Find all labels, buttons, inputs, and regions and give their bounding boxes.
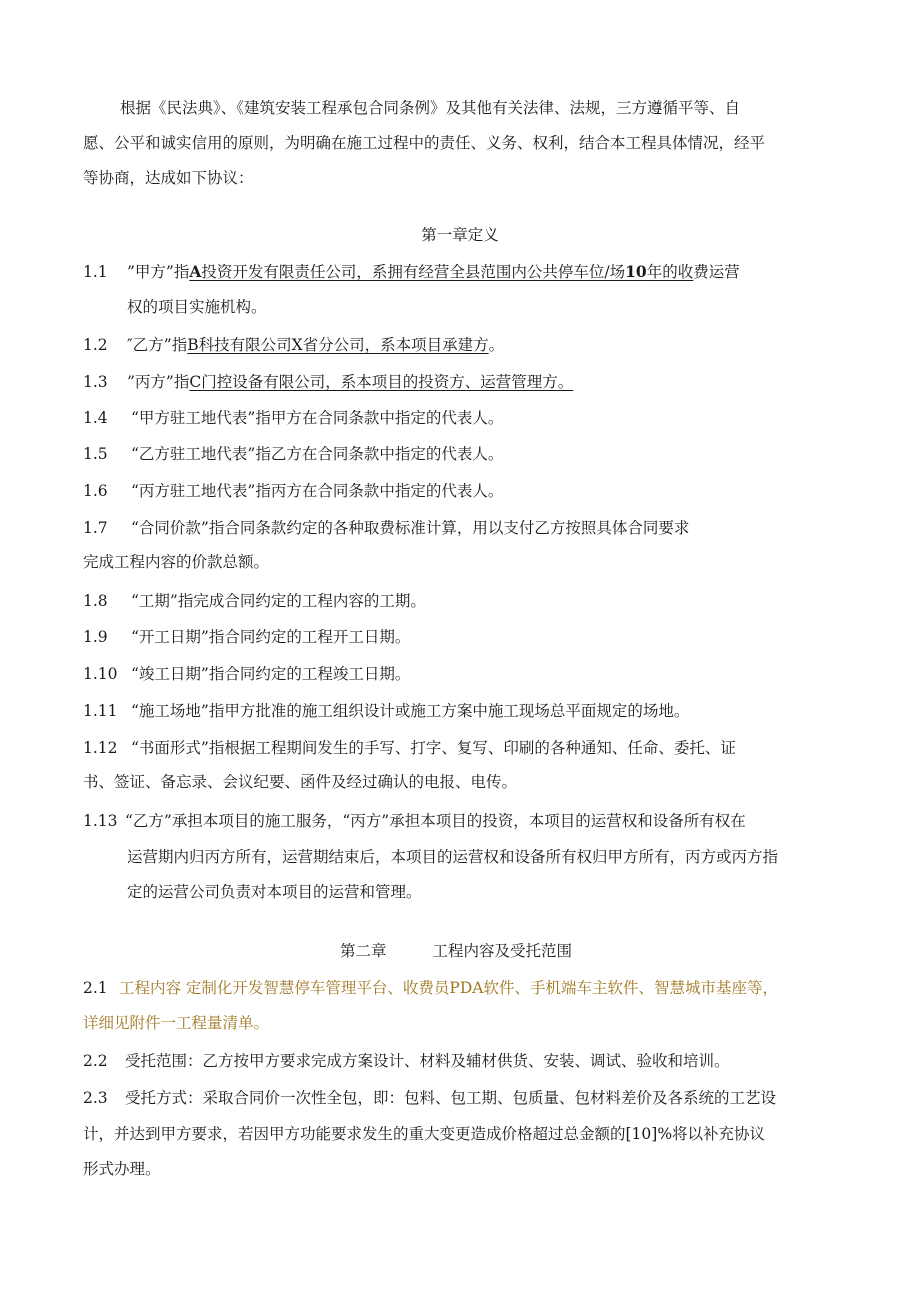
clause-1-5 bbox=[83, 443, 503, 465]
clause-1-3 bbox=[83, 371, 573, 393]
clause-2-1 bbox=[83, 977, 778, 999]
clause-text: 工程内容 定制化开发智慧停车管理平台、收费员PDA软件、手机端车主软件、智慧城市基座等， bbox=[119, 979, 778, 997]
clause-term: ”丙方”指 bbox=[127, 373, 190, 391]
clause-1-11 bbox=[83, 700, 689, 722]
clause-number: 2.3 bbox=[83, 1089, 108, 1107]
clause-1-7-line-2: 完成工程内容的价款总额。 bbox=[83, 553, 270, 571]
clause-number: 1.10 bbox=[83, 665, 118, 683]
chapter-2-heading: 工程内容及受托范围 bbox=[432, 942, 573, 960]
clause-1-8 bbox=[83, 590, 426, 612]
clause-text: “施工场地”指甲方批准的施工组织设计或施工方案中施工现场总平面规定的场地。 bbox=[131, 702, 690, 720]
clause-number: 1.5 bbox=[83, 445, 108, 463]
clause-2-2 bbox=[83, 1050, 730, 1072]
clause-2-1-line-2: 详细见附件一工程量清单。 bbox=[83, 1014, 270, 1032]
clause-underlined-text: B科技有限公司X省分公司，系本项目承建方 bbox=[187, 336, 489, 354]
clause-text: “乙方驻工地代表”指乙方在合同条款中指定的代表人。 bbox=[131, 445, 504, 463]
clause-1-10 bbox=[83, 663, 410, 685]
clause-text: “竣工日期”指合同约定的工程竣工日期。 bbox=[131, 665, 411, 683]
clause-text: “开工日期”指合同约定的工程开工日期。 bbox=[131, 628, 411, 646]
clause-1-9 bbox=[83, 626, 410, 648]
clause-number: 2.1 bbox=[83, 979, 108, 997]
clause-number: 1.1 bbox=[83, 263, 108, 281]
clause-text: “工期”指完成合同约定的工程内容的工期。 bbox=[131, 592, 426, 610]
clause-1-1: 1.1 ”甲方”指A投资开发有限责任公司，系拥有经营全县范围内公共停车位/场10年的收费运营 bbox=[83, 262, 740, 281]
clause-1-12 bbox=[83, 737, 736, 759]
clause-text: “乙方”承担本项目的施工服务，“丙方”承担本项目的投资，本项目的运营权和设备所有权在 bbox=[125, 812, 746, 830]
clause-1-12-line-2: 书、签证、备忘录、会议纪要、函件及经过确认的电报、电传。 bbox=[83, 773, 518, 791]
clause-1-7 bbox=[83, 517, 689, 539]
clause-2-3 bbox=[83, 1087, 776, 1109]
clause-1-6 bbox=[83, 480, 503, 502]
clause-number: 1.13 bbox=[83, 812, 118, 830]
clause-text: “甲方驻工地代表”指甲方在合同条款中指定的代表人。 bbox=[131, 409, 504, 427]
clause-number: 1.7 bbox=[83, 519, 108, 537]
clause-number: 1.4 bbox=[83, 409, 108, 427]
clause-text: “合同价款”指合同条款约定的各种取费标准计算，用以支付乙方按照具体合同要求 bbox=[131, 519, 690, 537]
preamble-line-2: 愿、公平和诚实信用的原则，为明确在施工过程中的责任、义务、权利，结合本工程具体情况，经平 bbox=[83, 134, 766, 152]
clause-1-2: 1.2 ″乙方”指B科技有限公司X省分公司，系本项目承建方。 bbox=[83, 336, 505, 354]
clause-underlined-text: C门控设备有限公司，系本项目的投资方、运营管理方。 bbox=[189, 373, 574, 391]
clause-text: “书面形式”指根据工程期间发生的手写、打字、复写、印刷的各种通知、任命、委托、证 bbox=[131, 739, 736, 757]
clause-number: 1.12 bbox=[83, 739, 118, 757]
clause-1-13-line-2: 运营期内归丙方所有，运营期结束后，本项目的运营权和设备所有权归甲方所有，丙方或丙方指 bbox=[127, 848, 779, 866]
clause-1-13 bbox=[83, 810, 746, 832]
clause-number: 1.8 bbox=[83, 592, 108, 610]
clause-number: 1.2 bbox=[83, 336, 108, 354]
clause-term: ″乙方”指 bbox=[127, 336, 188, 354]
chapter-1-title: 第一章定义 bbox=[421, 226, 499, 244]
clause-number: 1.11 bbox=[83, 702, 118, 720]
preamble-line-3: 等协商，达成如下协议： bbox=[83, 169, 254, 187]
clause-text: 受托方式：采取合同价一次性全包，即：包料、包工期、包质量、包材料差价及各系统的工艺设 bbox=[125, 1089, 777, 1107]
chapter-2-number: 第二章 bbox=[340, 942, 387, 960]
chapter-2-title bbox=[340, 940, 572, 962]
clause-2-3-line-2: 计，并达到甲方要求，若因甲方功能要求发生的重大变更造成价格超过总金额的[10]%将以补充协议 bbox=[83, 1125, 766, 1143]
preamble-line-1: 根据《民法典》、《建筑安装工程承包合同条例》及其他有关法律、法规，三方遵循平等、自 bbox=[120, 99, 741, 117]
clause-number: 1.9 bbox=[83, 628, 108, 646]
clause-1-1-line-2: 权的项目实施机构。 bbox=[127, 298, 267, 316]
clause-underlined-text: A投资开发有限责任公司，系拥有经营全县范围内公共停车位/场10年的收 bbox=[189, 262, 694, 281]
clause-number: 1.6 bbox=[83, 482, 108, 500]
clause-number: 2.2 bbox=[83, 1052, 108, 1070]
clause-number: 1.3 bbox=[83, 373, 108, 391]
clause-text: “丙方驻工地代表”指丙方在合同条款中指定的代表人。 bbox=[131, 482, 504, 500]
clause-2-3-line-3: 形式办理。 bbox=[83, 1160, 161, 1178]
clause-1-4 bbox=[83, 407, 503, 429]
clause-1-13-line-3: 定的运营公司负责对本项目的运营和管理。 bbox=[127, 883, 422, 901]
clause-text: 受托范围：乙方按甲方要求完成方案设计、材料及辅材供货、安装、调试、验收和培训。 bbox=[125, 1052, 730, 1070]
clause-term: ”甲方”指 bbox=[127, 263, 190, 281]
